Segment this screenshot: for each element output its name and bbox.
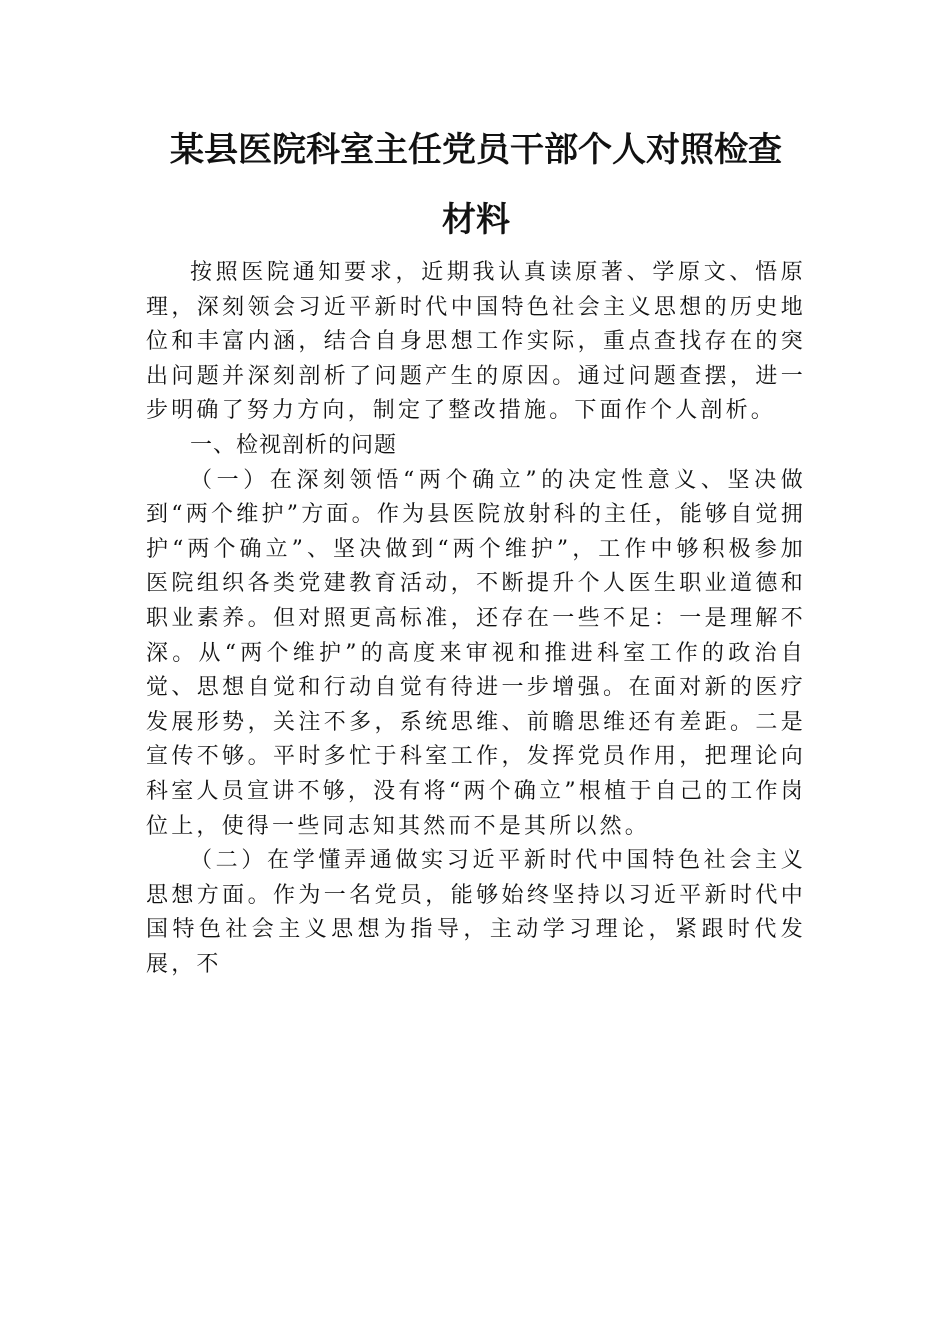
intro-paragraph: 按照医院通知要求，近期我认真读原著、学原文、悟原理，深刻领会习近平新时代中国特色社会主义思想的历史地位和丰富内涵，结合自身思想工作实际，重点查找存在的突出问题并深刻剖析了问题产生的原因。通过问题查摆，进一步明确了努力方向，制定了整改措施。下面作个人剖析。 <box>146 260 806 424</box>
body-paragraph-1: （一）在深刻领悟“两个确立”的决定性意义、坚决做到“两个维护”方面。作为县医院放射科的主任，能够自觉拥护“两个确立”、坚决做到“两个维护”，工作中够积极参加医院组织各类党建教育活动，不断提升个人医生职业道德和职业素养。但对照更高标准，还存在一些不足：一是理解不深。从“两个维护”的高度来审视和推进科室工作的政治自觉、思想自觉和行动自觉有待进一步增强。在面对新的医疗发展形势，关注不多，系统思维、前瞻思维还有差距。二是宣传不够。平时多忙于科室工作，发挥党员作用，把理论向科室人员宣讲不够，没有将“两个确立”根植于自己的工作岗位上，使得一些同志知其然而不是其所以然。 <box>146 467 806 839</box>
document-body <box>146 256 806 982</box>
body-paragraph-2: （二）在学懂弄通做实习近平新时代中国特色社会主义思想方面。作为一名党员，能够始终坚持以习近平新时代中国特色社会主义思想为指导，主动学习理论，紧跟时代发展，不 <box>146 848 806 977</box>
document-title-line1: 某县医院科室主任党员干部个人对照检查 <box>170 130 782 170</box>
document-title-line2: 材料 <box>442 200 510 240</box>
section-heading: 一、检视剖析的问题 <box>190 432 398 458</box>
